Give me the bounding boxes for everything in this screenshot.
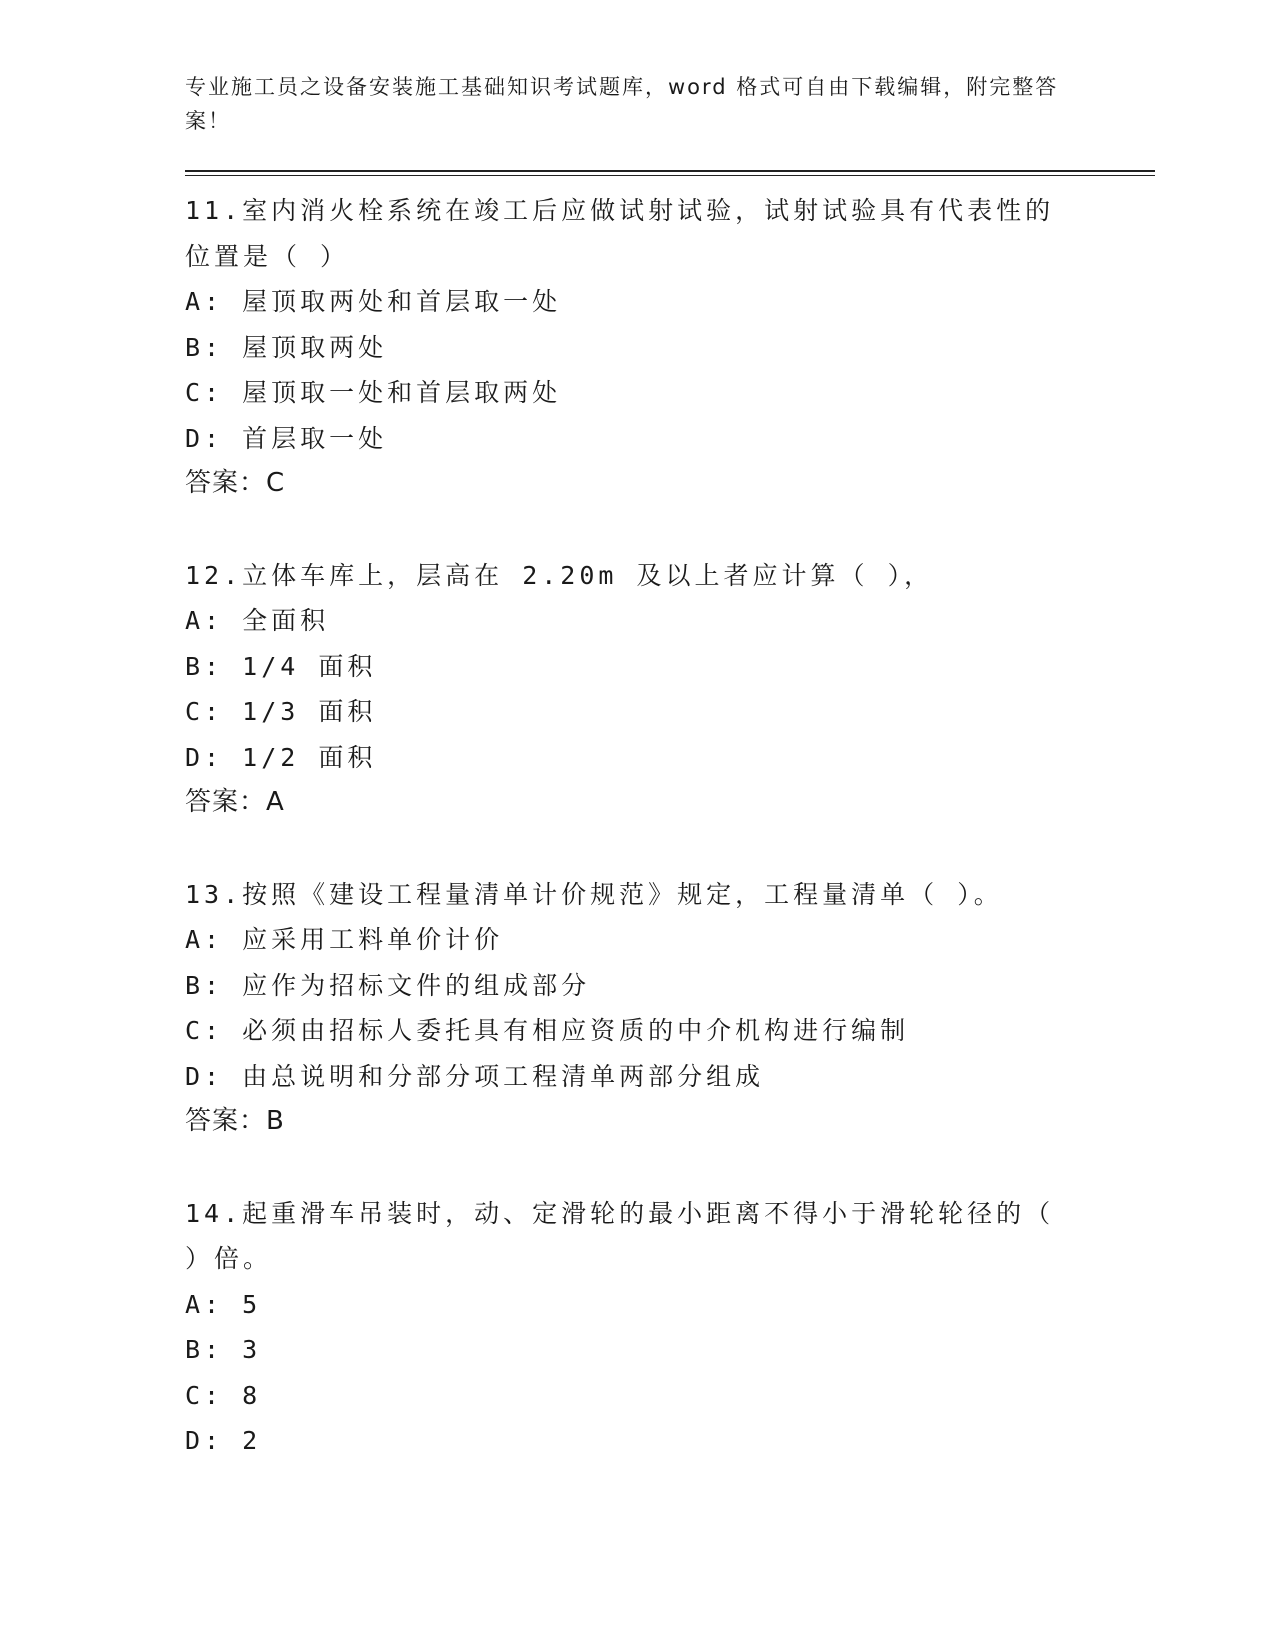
option-d: D: 1/2 面积 [185,742,377,772]
answer-line: 答案：A [185,787,285,817]
option-d: D: 首层取一处 [185,423,388,453]
option-b: B: 3 [185,1335,262,1364]
option-a: A: 5 [185,1289,262,1319]
question-11 [185,188,1155,507]
option-b: B: 1/4 面积 [185,651,377,681]
option-c: C: 必须由招标人委托具有相应资质的中介机构进行编制 [185,1016,910,1045]
question-title: 13.按照《建设工程量清单计价规范》规定，工程量清单（ ）。 [185,879,1003,909]
document-header: 专业施工员之设备安装施工基础知识考试题库，word 格式可自由下载编辑，附完整答案！ [185,75,1059,133]
option-a: A: 全面积 [185,606,330,635]
option-b: B: 屋顶取两处 [185,332,388,362]
option-a: A: 应采用工料单价计价 [185,925,504,954]
option-d: D: 由总说明和分部分项工程清单两部分组成 [185,1061,765,1091]
answer-line: 答案：C [185,468,286,498]
question-14 [185,1191,1155,1464]
option-d: D: 2 [185,1426,262,1455]
question-12 [185,553,1155,826]
header-divider [185,170,1155,176]
option-c: C: 8 [185,1380,262,1410]
question-title: 12.立体车库上，层高在 2.20m 及以上者应计算（ ）， [185,560,934,590]
document-page [185,70,1155,1510]
answer-line: 答案：B [185,1106,285,1136]
question-13 [185,872,1155,1145]
question-title: 11.室内消火栓系统在竣工后应做试射试验，试射试验具有代表性的位置是（ ） [185,196,1055,271]
question-title: 14.起重滑车吊装时，动、定滑轮的最小距离不得小于滑轮轮径的（ ）倍。 [185,1198,1055,1273]
option-b: B: 应作为招标文件的组成部分 [185,970,591,1000]
option-c: C: 屋顶取一处和首层取两处 [185,378,562,407]
question-list [185,188,1155,1464]
option-c: C: 1/3 面积 [185,697,377,726]
option-a: A: 屋顶取两处和首层取一处 [185,287,562,316]
